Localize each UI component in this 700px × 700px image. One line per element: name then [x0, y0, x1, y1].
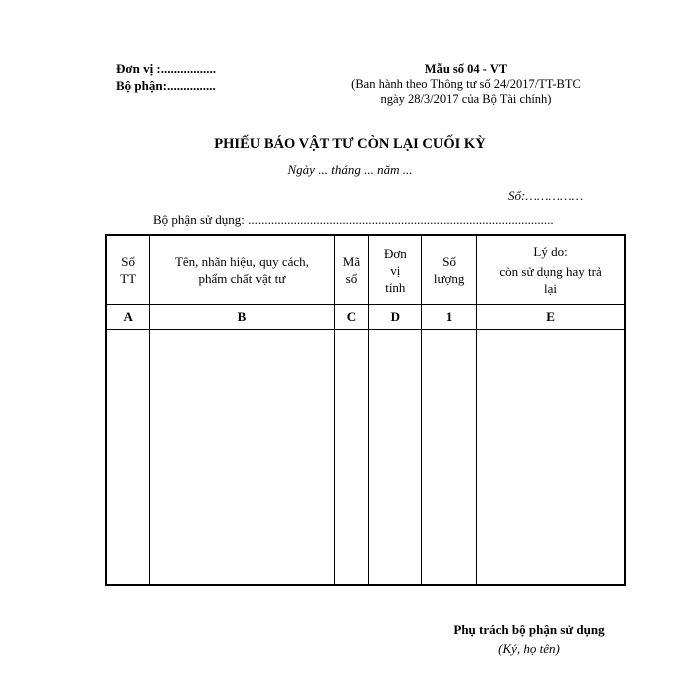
signature-block	[420, 620, 638, 658]
code-b: B	[150, 305, 334, 330]
header-right	[318, 62, 614, 107]
cell-code	[334, 330, 369, 586]
code-e: E	[477, 305, 625, 330]
using-department: Bộ phận sử dụng: ..............................................................................................	[153, 212, 554, 227]
table-body-row	[106, 330, 625, 586]
cell-quantity	[422, 330, 477, 586]
col-header-reason: Lý do: còn sử dụng hay trả lại	[477, 235, 625, 305]
code-1: 1	[422, 305, 477, 330]
code-a: A	[106, 305, 150, 330]
cell-name	[150, 330, 334, 586]
inventory-table	[105, 234, 626, 586]
col-header-quantity: Số lượng	[422, 235, 477, 305]
cell-stt	[106, 330, 150, 586]
form-number: Mẫu số 04 - VT	[424, 62, 508, 76]
signature-note: (Ký, họ tên)	[498, 641, 560, 656]
signature-role: Phụ trách bộ phận sử dụng	[453, 622, 605, 637]
code-d: D	[369, 305, 422, 330]
document-number: Số:……………	[508, 188, 584, 203]
col-header-code: Mã số	[334, 235, 369, 305]
cell-unit	[369, 330, 422, 586]
code-c: C	[334, 305, 369, 330]
table-code-row	[106, 305, 625, 330]
col-header-stt: Số TT	[106, 235, 150, 305]
cell-reason	[477, 330, 625, 586]
col-header-name: Tên, nhãn hiệu, quy cách, phẩm chất vật tư	[150, 235, 334, 305]
issued-by-line1: (Ban hành theo Thông tư số 24/2017/TT-BTC	[351, 77, 581, 91]
date-line: Ngày ... tháng ... năm ...	[287, 162, 413, 177]
document-title: PHIẾU BÁO VẬT TƯ CÒN LẠI CUỐI KỲ	[214, 136, 486, 152]
table-header-row	[106, 235, 625, 305]
department-field: Bộ phận:...............	[116, 78, 216, 93]
header-left	[116, 60, 216, 94]
issued-by-line2: ngày 28/3/2017 của Bộ Tài chính)	[380, 92, 552, 106]
unit-field: Đơn vị :.................	[116, 61, 217, 76]
col-header-unit: Đơn vị tính	[369, 235, 422, 305]
